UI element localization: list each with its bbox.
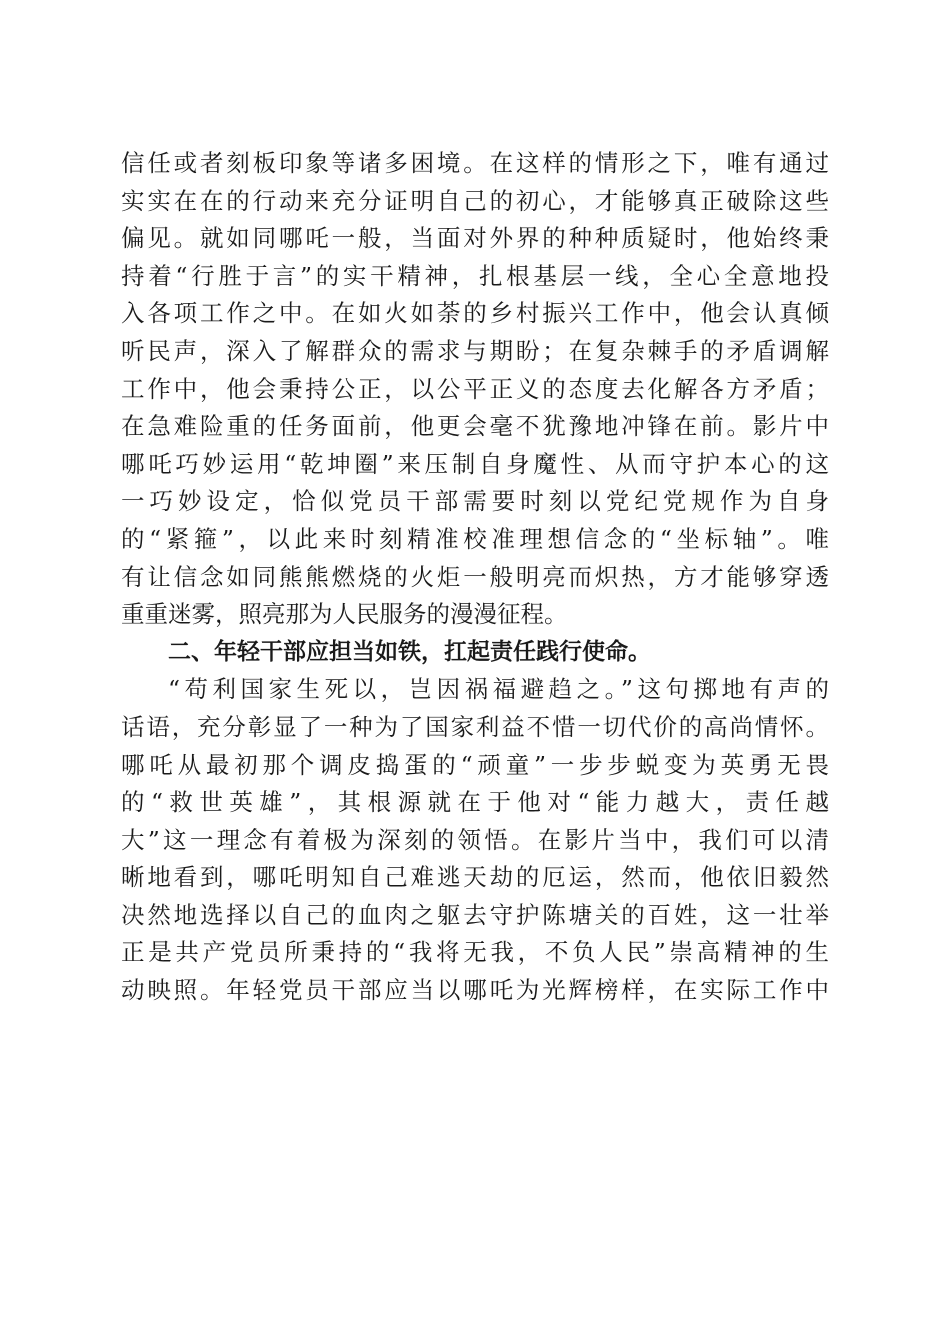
text-line: 持着“行胜于言”的实干精神，扎根基层一线，全心全意地投 — [121, 261, 829, 290]
text-line: 大”这一理念有着极为深刻的领悟。在影片当中，我们可以清 — [121, 825, 829, 854]
text-line: 话语，充分彰显了一种为了国家利益不惜一切代价的高尚情怀。 — [121, 712, 829, 741]
text-line: 动映照。年轻党员干部应当以哪吒为光辉榜样，在实际工作中 — [121, 976, 829, 1005]
text-line: 的“救世英雄”，其根源就在于他对“能力越大，责任越 — [121, 788, 829, 817]
paragraph-2 — [121, 671, 829, 1009]
text-line: 重重迷雾，照亮那为人民服务的漫漫征程。 — [121, 600, 568, 629]
text-line: 晰地看到，哪吒明知自己难逃天劫的厄运，然而，他依旧毅然 — [121, 863, 829, 892]
text-line: 有让信念如同熊熊燃烧的火炬一般明亮而炽热，方才能够穿透 — [121, 562, 829, 591]
document-body — [121, 145, 829, 1010]
text-line: 工作中，他会秉持公正，以公平正义的态度去化解各方矛盾； — [121, 374, 829, 403]
text-line: 一巧妙设定，恰似党员干部需要时刻以党纪党规作为自身 — [121, 487, 829, 516]
text-line: 决然地选择以自己的血肉之躯去守护陈塘关的百姓，这一壮举 — [121, 900, 829, 929]
text-line: 正是共产党员所秉持的“我将无我，不负人民”崇高精神的生 — [121, 938, 829, 967]
text-line: 偏见。就如同哪吒一般，当面对外界的种种质疑时，他始终秉 — [121, 224, 829, 253]
paragraph-1 — [121, 145, 829, 634]
text-line: 的“紧箍”，以此来时刻精准校准理想信念的“坐标轴”。唯 — [121, 524, 829, 553]
text-line: 听民声，深入了解群众的需求与期盼；在复杂棘手的矛盾调解 — [121, 336, 829, 365]
text-line: 实实在在的行动来充分证明自己的初心，才能够真正破除这些 — [121, 186, 829, 215]
text-line: 信任或者刻板印象等诸多困境。在这样的情形之下，唯有通过 — [121, 149, 829, 177]
section-heading: 二、年轻干部应担当如铁，扛起责任践行使命。 — [168, 638, 651, 665]
text-line: 在急难险重的任务面前，他更会毫不犹豫地冲锋在前。影片中 — [121, 412, 829, 441]
text-line: 哪吒从最初那个调皮捣蛋的“顽童”一步步蜕变为英勇无畏 — [121, 750, 829, 779]
text-line: 入各项工作之中。在如火如荼的乡村振兴工作中，他会认真倾 — [121, 299, 829, 328]
text-line: “苟利国家生死以，岂因祸福避趋之。”这句掷地有声的 — [168, 675, 829, 704]
text-line: 哪吒巧妙运用“乾坤圈”来压制自身魔性、从而守护本心的这 — [121, 449, 829, 478]
